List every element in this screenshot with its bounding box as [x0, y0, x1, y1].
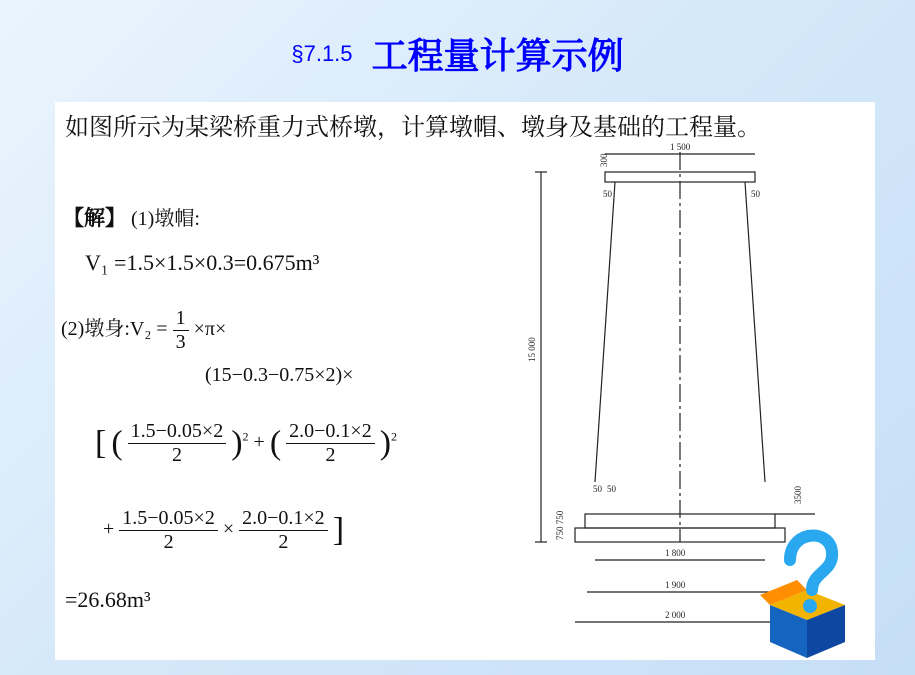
paren-open-b: (: [269, 424, 282, 462]
fraction-b: [286, 420, 375, 467]
step1-label: (1)墩帽:: [131, 208, 200, 230]
problem-text: 如图所示为某梁桥重力式桥墩，计算墩帽、墩身及基础的工程量。: [65, 113, 761, 141]
fraction-d: [239, 507, 328, 554]
times-sign: ×: [222, 518, 235, 541]
paren-open-a: (: [111, 424, 123, 462]
frac-c-num: 1.5−0.05×2: [119, 507, 218, 531]
section-number: §7.1.5: [291, 40, 353, 66]
equation-result: =26.68m³: [65, 587, 151, 612]
paren-close-b: ): [379, 424, 392, 462]
frac-b-den: 2: [325, 444, 336, 466]
content-panel: [55, 102, 875, 660]
square-b: 2: [391, 429, 398, 444]
dim-bottom-1: 1 800: [665, 548, 686, 558]
dim-bottom-2: 1 900: [665, 580, 686, 590]
dim-cap-height: 300: [599, 153, 609, 167]
frac-num: 1: [173, 307, 189, 331]
step2-prefix: (2)墩身:V₂ =: [61, 318, 168, 341]
frac-d-den: 2: [278, 531, 289, 553]
bracket-open: [: [95, 424, 107, 462]
dim-left-offset: 50: [603, 189, 612, 199]
fraction-c: [119, 507, 218, 554]
paren-close-a: ): [231, 424, 243, 462]
step2-suffix: ×π×: [193, 318, 227, 341]
square-a: 2: [242, 429, 249, 444]
frac-b-num: 2.0−0.1×2: [286, 420, 375, 444]
fraction-one-third: [173, 307, 189, 354]
frac-d-num: 2.0−0.1×2: [239, 507, 328, 531]
fraction-a: [128, 420, 227, 467]
dim-bottom-left-a: 50: [593, 484, 602, 494]
question-mark-box-icon: [760, 520, 855, 660]
equation-body-line2: (15−0.3−0.75×2)×: [205, 364, 354, 386]
pier-left-edge: [595, 182, 615, 482]
frac-c-den: 2: [163, 531, 174, 553]
dim-total-height: 15 000: [527, 337, 537, 362]
dim-top-width: 1 500: [670, 142, 691, 152]
frac-den: 3: [175, 331, 186, 353]
equation-body-line4: [103, 507, 344, 554]
dim-right-height: 3500: [793, 486, 803, 504]
dim-bottom-left-b: 50: [607, 484, 616, 494]
question-dot: [803, 599, 817, 613]
slide-title: [0, 28, 915, 79]
solution-label: 【解】: [63, 206, 126, 230]
dim-bottom-3: 2 000: [665, 610, 686, 620]
frac-a-den: 2: [171, 444, 182, 466]
title-text: 工程量计算示例: [371, 36, 624, 77]
bracket-close: ]: [332, 511, 345, 549]
plus-sign-2: +: [103, 518, 115, 541]
equation-body-line3: [95, 420, 397, 467]
dim-footing-heights: 750 750: [555, 510, 565, 540]
dim-right-offset: 50: [751, 189, 760, 199]
equation-body-line1: [61, 307, 226, 354]
frac-a-num: 1.5−0.05×2: [128, 420, 227, 444]
solution-step1: [63, 202, 200, 232]
plus-sign: +: [253, 431, 265, 454]
pier-right-edge: [745, 182, 765, 482]
equation-cap: V₁ =1.5×1.5×0.3=0.675m³: [85, 250, 320, 275]
